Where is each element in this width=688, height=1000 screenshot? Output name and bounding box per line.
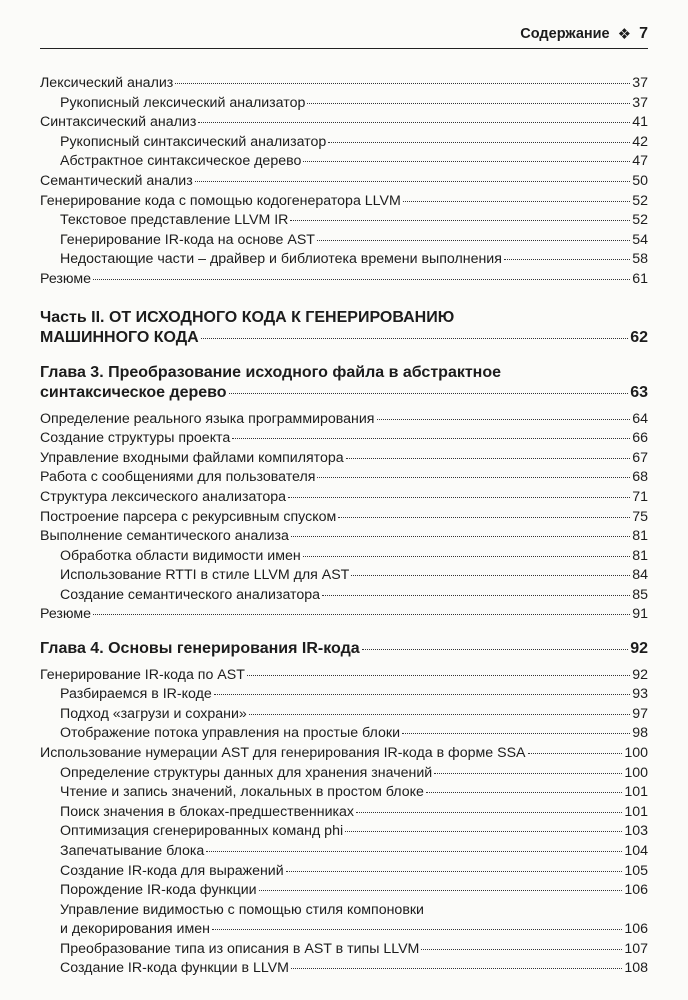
- dot-leader: [247, 675, 630, 676]
- toc-entry[interactable]: [40, 152, 648, 172]
- entry-page-number: 54: [632, 231, 648, 248]
- toc-entry[interactable]: [40, 724, 648, 744]
- dot-leader: [504, 259, 630, 260]
- entry-page-number: 62: [630, 329, 648, 347]
- entry-page-number: 92: [630, 640, 648, 658]
- toc-entry[interactable]: [40, 231, 648, 251]
- entry-page-number: 37: [632, 94, 648, 111]
- dot-leader: [290, 220, 630, 221]
- entry-page-number: 100: [624, 744, 648, 761]
- toc-entry[interactable]: [40, 133, 648, 153]
- entry-title: Запечатывание блока: [60, 842, 205, 859]
- entry-title: Оптимизация сгенерированных команд phi: [60, 823, 344, 840]
- entry-title: Создание IR-кода для выражений: [60, 862, 284, 879]
- entry-title: Определение структуры данных для хранения значений: [60, 764, 433, 781]
- dot-leader: [93, 614, 630, 615]
- entry-page-number: 42: [632, 133, 648, 150]
- toc-entry[interactable]: [40, 113, 648, 133]
- entry-title: синтаксическое дерево: [40, 384, 227, 402]
- dot-leader: [356, 812, 622, 813]
- toc-entry[interactable]: [40, 449, 648, 469]
- entry-page-number: 68: [632, 469, 648, 486]
- toc-entry[interactable]: [40, 744, 648, 764]
- entry-title: Использование RTTI в стиле LLVM для AST: [60, 567, 350, 584]
- entry-title: Резюме: [40, 606, 92, 623]
- toc-entry[interactable]: [40, 547, 648, 567]
- dot-leader: [528, 753, 623, 754]
- section-title: Содержание: [520, 26, 610, 42]
- entry-page-number: 98: [632, 725, 648, 742]
- entry-title: Структура лексического анализатора: [40, 488, 287, 505]
- dot-leader: [317, 477, 630, 478]
- dot-leader: [377, 419, 631, 420]
- toc-entry[interactable]: [40, 586, 648, 606]
- entry-title: Построение парсера с рекурсивным спуском: [40, 508, 337, 525]
- entry-page-number: 100: [624, 764, 648, 781]
- chapter-heading[interactable]: [40, 639, 648, 660]
- dot-leader: [351, 575, 630, 576]
- entry-page-number: 75: [632, 508, 648, 525]
- entry-page-number: 81: [632, 547, 648, 564]
- entry-title: Работа с сообщениями для пользователя: [40, 469, 316, 486]
- entry-page-number: 85: [632, 586, 648, 603]
- toc-entry-line1[interactable]: Управление видимостью с помощью стиля компоновки: [60, 901, 424, 918]
- toc-entry[interactable]: [40, 488, 648, 508]
- toc-entry[interactable]: [40, 192, 648, 212]
- toc-entry[interactable]: [40, 270, 648, 290]
- toc-entry[interactable]: [40, 74, 648, 94]
- running-header: [40, 20, 648, 49]
- dot-leader: [288, 497, 630, 498]
- entry-title: Создание IR-кода функции в LLVM: [60, 960, 289, 977]
- entry-page-number: 84: [632, 567, 648, 584]
- entry-title: Создание семантического анализатора: [60, 586, 321, 603]
- entry-title: Лексический анализ: [40, 75, 174, 91]
- dot-leader: [426, 792, 622, 793]
- dot-leader: [345, 831, 622, 832]
- entry-page-number: 105: [624, 862, 648, 879]
- entry-page-number: 93: [632, 686, 648, 703]
- toc-entry[interactable]: [40, 527, 648, 547]
- chapter-heading-line1[interactable]: Глава 3. Преобразование исходного файла в абстрактное: [40, 363, 502, 381]
- toc-entry[interactable]: [40, 605, 648, 625]
- toc-entry[interactable]: [40, 764, 648, 784]
- dot-leader: [195, 181, 630, 182]
- entry-title: Текстовое представление LLVM IR: [60, 212, 289, 229]
- toc-entry[interactable]: [40, 172, 648, 192]
- entry-page-number: 37: [632, 75, 648, 91]
- dot-leader: [212, 929, 622, 930]
- entry-title: Разбираемся в IR-коде: [60, 686, 212, 703]
- entry-page-number: 71: [632, 488, 648, 505]
- entry-title: Синтаксический анализ: [40, 114, 197, 131]
- entry-title: Глава 4. Основы генерирования IR-кода: [40, 640, 360, 658]
- toc-entry[interactable]: [40, 940, 648, 960]
- toc-entry[interactable]: [40, 842, 648, 862]
- toc-entry[interactable]: [40, 468, 648, 488]
- entry-title: Семантический анализ: [40, 172, 193, 189]
- dot-leader: [303, 161, 630, 162]
- dot-leader: [291, 968, 622, 969]
- entry-title: Выполнение семантического анализа: [40, 528, 289, 545]
- dot-leader: [322, 595, 630, 596]
- toc-entry[interactable]: [40, 881, 648, 901]
- dot-leader: [175, 83, 630, 84]
- entry-page-number: 97: [632, 705, 648, 722]
- entry-page-number: 67: [632, 449, 648, 466]
- entry-page-number: 50: [632, 172, 648, 189]
- dot-leader: [291, 536, 630, 537]
- entry-page-number: 81: [632, 528, 648, 545]
- entry-title: Определение реального языка программирования: [40, 410, 375, 427]
- entry-page-number: 61: [632, 270, 648, 287]
- entry-title: Создание структуры проекта: [40, 430, 231, 447]
- entry-title: Отображение потока управления на простые блоки: [60, 725, 401, 742]
- entry-page-number: 52: [632, 192, 648, 209]
- toc-entry[interactable]: [40, 508, 648, 528]
- table-of-contents: [40, 74, 648, 979]
- toc-entry[interactable]: [40, 822, 648, 842]
- entry-title: Резюме: [40, 270, 92, 287]
- toc-entry[interactable]: [40, 959, 648, 979]
- dot-leader: [328, 142, 630, 143]
- entry-page-number: 64: [632, 410, 648, 427]
- entry-page-number: 92: [632, 666, 648, 683]
- entry-title: Преобразование типа из описания в AST в типы LLVM: [60, 940, 420, 957]
- toc-entry[interactable]: [40, 211, 648, 231]
- entry-title: и декорирования имен: [60, 921, 210, 938]
- toc-entry[interactable]: [40, 250, 648, 270]
- entry-title: Недостающие части – драйвер и библиотека времени выполнения: [60, 251, 502, 268]
- entry-page-number: 101: [624, 803, 648, 820]
- toc-entry[interactable]: [40, 783, 648, 803]
- toc-entry[interactable]: [40, 705, 648, 725]
- dot-leader: [214, 694, 630, 695]
- page-number: 7: [639, 25, 648, 42]
- dot-leader: [259, 890, 623, 891]
- entry-page-number: 91: [632, 606, 648, 623]
- dot-leader: [338, 517, 630, 518]
- entry-page-number: 66: [632, 430, 648, 447]
- dot-leader: [317, 240, 630, 241]
- toc-entry[interactable]: [40, 685, 648, 705]
- toc-entry[interactable]: [40, 666, 648, 686]
- entry-page-number: 47: [632, 153, 648, 170]
- dot-leader: [229, 393, 629, 394]
- chapter-heading[interactable]: [40, 383, 648, 404]
- entry-title: Использование нумерации AST для генерирования IR-кода в форме SSA: [40, 744, 526, 761]
- dot-leader: [206, 851, 622, 852]
- dot-leader: [303, 556, 631, 557]
- entry-page-number: 63: [630, 384, 648, 402]
- ornament-icon: ❖: [617, 26, 632, 43]
- dot-leader: [307, 103, 630, 104]
- toc-entry[interactable]: [40, 429, 648, 449]
- dot-leader: [434, 773, 622, 774]
- entry-title: Рукописный лексический анализатор: [60, 94, 306, 111]
- entry-title: Подход «загрузи и сохрани»: [60, 705, 247, 722]
- dot-leader: [362, 649, 629, 650]
- entry-title: МАШИННОГО КОДА: [40, 329, 199, 347]
- part-heading-line1[interactable]: Часть II. ОТ ИСХОДНОГО КОДА К ГЕНЕРИРОВАНИЮ: [40, 308, 455, 326]
- part-heading[interactable]: [40, 328, 648, 349]
- toc-entry[interactable]: [40, 94, 648, 114]
- toc-entry[interactable]: [40, 803, 648, 823]
- entry-page-number: 108: [624, 960, 648, 977]
- entry-page-number: 106: [624, 921, 648, 938]
- dot-leader: [232, 438, 630, 439]
- entry-page-number: 58: [632, 251, 648, 268]
- entry-page-number: 106: [624, 882, 648, 899]
- entry-title: Чтение и запись значений, локальных в простом блоке: [60, 784, 424, 801]
- entry-title: Обработка области видимости имен: [60, 547, 301, 564]
- entry-title: Абстрактное синтаксическое дерево: [60, 153, 302, 170]
- entry-title: Генерирование IR-кода по AST: [40, 666, 245, 683]
- dot-leader: [201, 338, 628, 339]
- dot-leader: [402, 733, 630, 734]
- toc-entry[interactable]: [40, 862, 648, 882]
- entry-title: Генерирование кода с помощью кодогенератора LLVM: [40, 192, 401, 209]
- entry-page-number: 103: [624, 823, 648, 840]
- entry-page-number: 52: [632, 212, 648, 229]
- entry-page-number: 104: [624, 842, 648, 859]
- dot-leader: [346, 458, 631, 459]
- entry-page-number: 107: [624, 940, 648, 957]
- toc-entry[interactable]: [40, 920, 648, 940]
- entry-page-number: 41: [632, 114, 648, 131]
- entry-title: Поиск значения в блоках-предшественниках: [60, 803, 355, 820]
- dot-leader: [249, 714, 630, 715]
- entry-title: Управление входными файлами компилятора: [40, 449, 344, 466]
- dot-leader: [286, 871, 623, 872]
- entry-title: Порождение IR-кода функции: [60, 882, 257, 899]
- toc-entry[interactable]: [40, 566, 648, 586]
- entry-title: Рукописный синтаксический анализатор: [60, 133, 327, 150]
- toc-entry[interactable]: [40, 410, 648, 430]
- dot-leader: [421, 949, 622, 950]
- entry-page-number: 101: [624, 784, 648, 801]
- entry-title: Генерирование IR-кода на основе AST: [60, 231, 315, 248]
- dot-leader: [198, 122, 630, 123]
- dot-leader: [93, 279, 630, 280]
- dot-leader: [403, 201, 630, 202]
